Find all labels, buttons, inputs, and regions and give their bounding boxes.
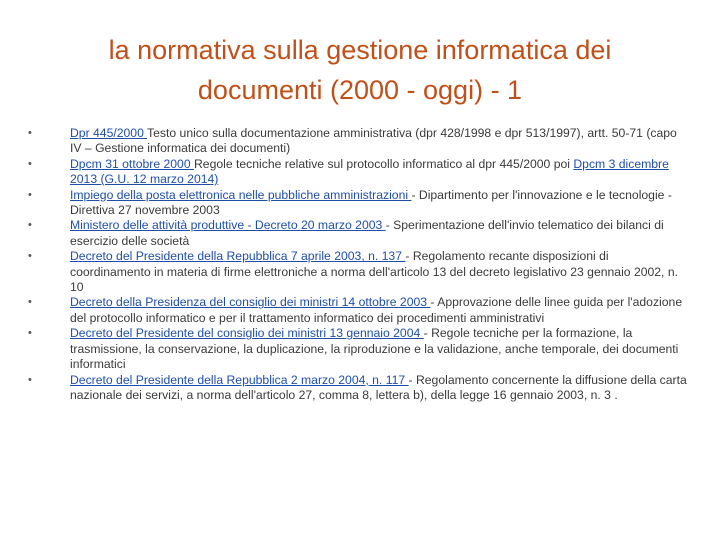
link-dpcm-31-ottobre-2000[interactable]: Dpcm 31 ottobre 2000: [70, 156, 194, 171]
link-dpr-137-2003[interactable]: Decreto del Presidente della Repubblica 7 aprile 2003, n. 137: [70, 249, 406, 264]
bullet-icon: •: [28, 219, 32, 232]
bullet-icon: •: [28, 373, 32, 386]
title-line-1: la normativa sulla gestione informatica dei: [108, 35, 612, 65]
bullet-icon: •: [28, 127, 32, 139]
bullet-icon: •: [28, 157, 32, 170]
list-item-posta-elettronica: [28, 188, 688, 219]
item-description: - Regole tecniche per la formazione, la trasmissione, la conservazione, la duplicazione, la riproduzione e la validazione, anche temporale, dei documenti informatici: [70, 326, 679, 372]
link-dpcm-13-gennaio-2004[interactable]: Decreto del Presidente del consiglio dei ministri 13 gennaio 2004: [70, 326, 424, 341]
list-item-dpr-445-2000: [28, 126, 688, 157]
link-dpr-117-2004[interactable]: Decreto del Presidente della Repubblica 2 marzo 2004, n. 117: [70, 372, 409, 387]
bullet-icon: •: [28, 188, 32, 201]
item-description: - Regolamento recante disposizioni di coordinamento in materia di firme elettroniche a norma dell'articolo 13 del decreto legislativo 23 gennaio 2002, n. 10: [70, 249, 678, 295]
item-description: - Regolamento concernente la diffusione della carta nazionale dei servizi, a norma dell'articolo 27, comma 8, lettera b), della legge 16 gennaio 2003, n. 3 .: [70, 372, 687, 402]
list-item-dpcm-13-gennaio-2004: [28, 326, 688, 372]
list-item-dpr-117-2004: [28, 373, 688, 404]
item-description: Regole tecniche relative sul protocollo informatico al dpr 445/2000 poi: [193, 156, 574, 171]
item-description: Testo unico sulla documentazione amministrativa (dpr 428/1998 e dpr 513/1997), artt. 50-71 (capo IV – Gestione informatica dei documenti): [70, 126, 677, 156]
law-list: [28, 126, 688, 403]
item-description: - Approvazione delle linee guida per l'adozione del protocollo informatico e per il trattamento informatico dei procedimenti amministrativi: [70, 295, 683, 325]
list-item-dpcm-14-ottobre-2003: [28, 295, 688, 326]
link-dpcm-14-ottobre-2003[interactable]: Decreto della Presidenza del consiglio dei ministri 14 ottobre 2003: [70, 295, 431, 310]
list-item-decreto-20-marzo-2003: [28, 218, 688, 249]
bullet-icon: •: [28, 250, 32, 263]
list-item-dpcm-31-ottobre-2000: [28, 157, 688, 188]
list-item-dpr-137-2003: [28, 249, 688, 295]
link-posta-elettronica[interactable]: Impiego della posta elettronica nelle pubbliche amministrazioni: [70, 187, 412, 202]
slide-title: [40, 30, 680, 110]
link-dpr-445-2000[interactable]: Dpr 445/2000: [70, 126, 148, 140]
bullet-icon: •: [28, 327, 32, 340]
title-line-2: documenti (2000 - oggi) - 1: [197, 75, 523, 105]
bullet-icon: •: [28, 296, 32, 309]
item-description: - Sperimentazione dell'invio telematico dei bilanci di esercizio delle società: [70, 218, 664, 248]
item-description: - Dipartimento per l'innovazione e le tecnologie - Direttiva 27 novembre 2003: [70, 187, 672, 218]
link-dpcm-3-dicembre-2013[interactable]: Dpcm 3 dicembre 2013 (G.U. 12 marzo 2014): [70, 156, 669, 187]
link-decreto-20-marzo-2003[interactable]: Ministero delle attività produttive - Decreto 20 marzo 2003: [70, 218, 386, 233]
